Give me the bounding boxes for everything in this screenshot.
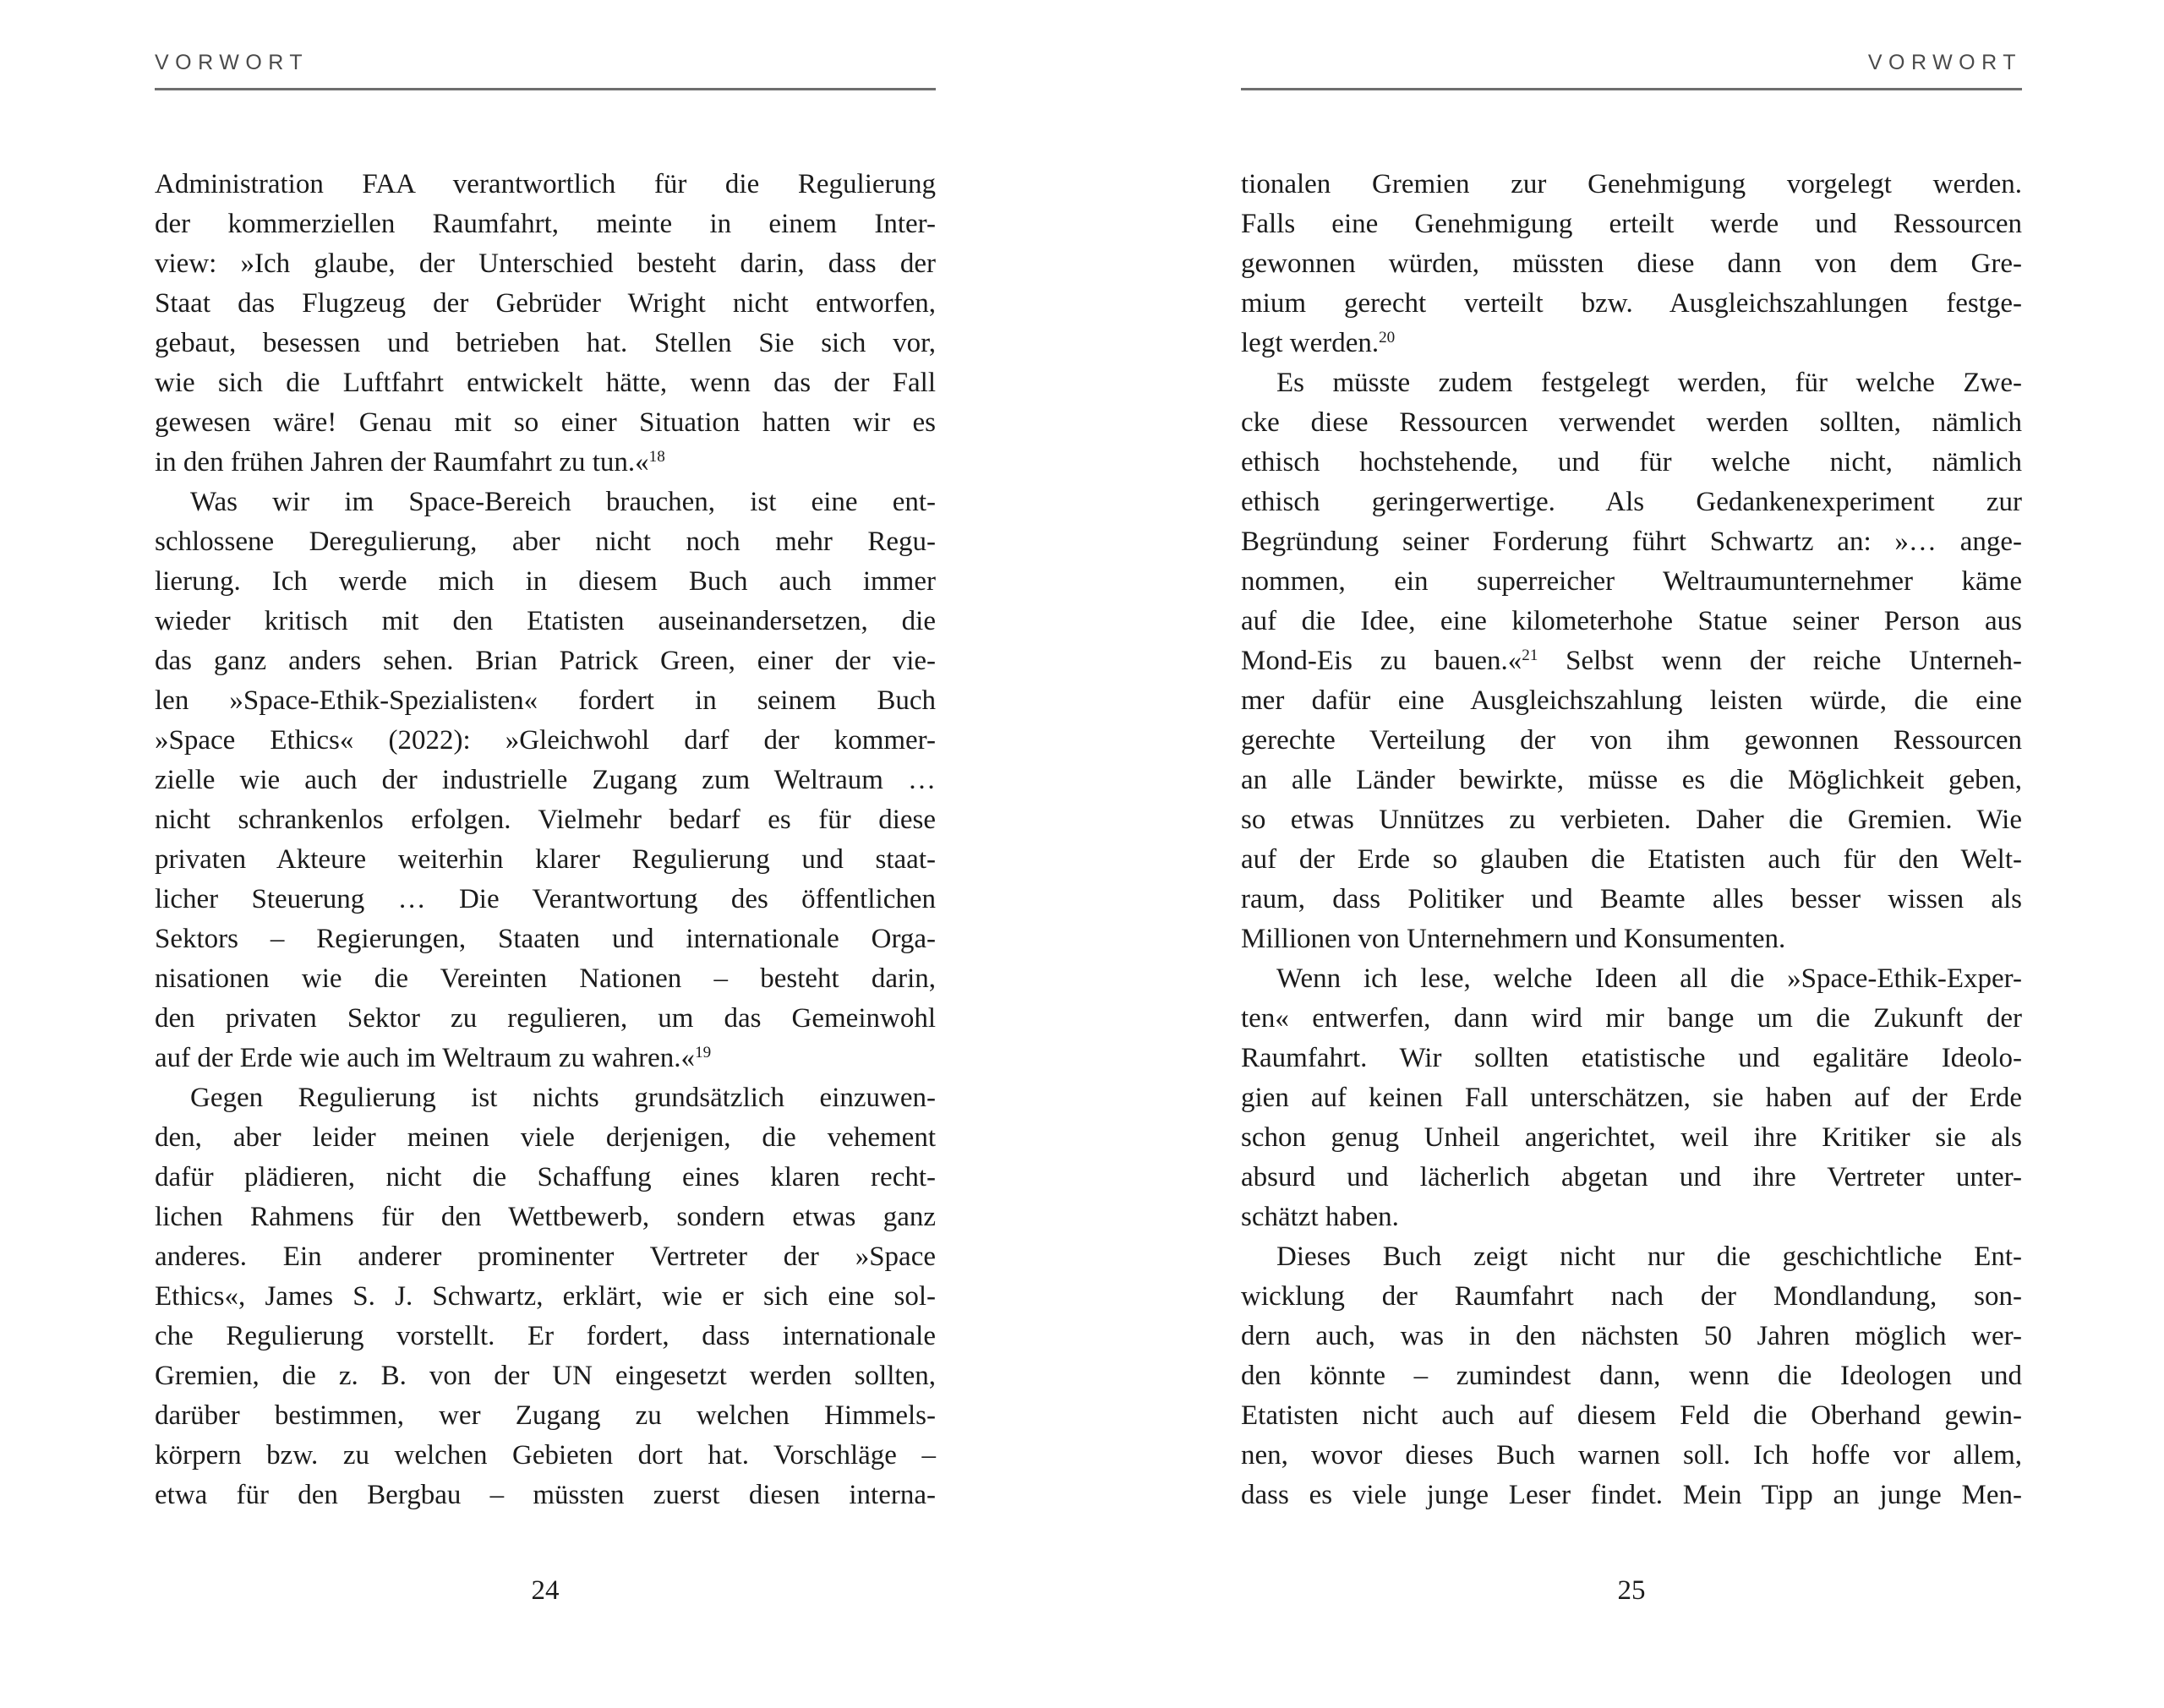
text-line: mium gerecht verteilt bzw. Ausgleichszahlungen festge- [1241,288,2022,319]
text-line: der kommerziellen Raumfahrt, meinte in einem Inter- [155,209,936,239]
text-line: lierung. Ich werde mich in diesem Buch auch immer [155,566,936,597]
text-line: Millionen von Unternehmern und Konsumenten. [1241,924,1786,954]
page-number-left: 24 [531,1575,560,1606]
text-line: gewonnen würden, müssten diese dann von dem Gre- [1241,248,2022,279]
body-text-right [1241,165,2022,1515]
text-line: darüber bestimmen, wer Zugang zu welchen Himmels- [155,1400,936,1431]
text-line: licher Steuerung … Die Verantwortung des öffentlichen [155,884,936,914]
text-line: Raumfahrt. Wir sollten etatistische und egalitäre Ideolo- [1241,1043,2022,1073]
text-line: den privaten Sektor zu regulieren, um das Gemeinwohl [155,1003,936,1034]
text-line: privaten Akteure weiterhin klarer Regulierung und staat- [155,844,936,875]
text-line: an alle Länder bewirkte, müsse es die Möglichkeit geben, [1241,765,2022,795]
text-line: len »Space-Ethik-Spezialisten« fordert in seinem Buch [155,685,936,716]
text-line: das ganz anders sehen. Brian Patrick Green, einer der vie- [155,646,936,676]
page-number-right: 25 [1617,1575,1646,1606]
body-text-left [155,165,936,1515]
text-line: Dieses Buch zeigt nicht nur die geschichtliche Ent- [1276,1241,2022,1272]
text-line: Wenn ich lese, welche Ideen all die »Space-Ethik-Exper- [1276,963,2022,994]
text-line: Gegen Regulierung ist nichts grundsätzlich einzuwen- [190,1083,936,1113]
text-line: etwa für den Bergbau – müssten zuerst diesen interna- [155,1480,936,1510]
text-line: che Regulierung vorstellt. Er fordert, dass internationale [155,1321,936,1351]
text-line: gien auf keinen Fall unterschätzen, sie haben auf der Erde [1241,1083,2022,1113]
running-head-right: VORWORT [1867,51,2022,74]
page-25 [1241,0,2022,1708]
text-line: mer dafür eine Ausgleichszahlung leisten würde, die eine [1241,685,2022,716]
text-line: lichen Rahmens für den Wettbewerb, sondern etwas ganz [155,1202,936,1232]
text-line: Administration FAA verantwortlich für die Regulierung [155,169,936,199]
text-line: Gremien, die z. B. von der UN eingesetzt werden sollten, [155,1361,936,1391]
text-line: ethisch geringerwertige. Als Gedankenexperiment zur [1241,487,2022,517]
text-line: wie sich die Luftfahrt entwickelt hätte, wenn das der Fall [155,368,936,398]
text-line: raum, dass Politiker und Beamte alles besser wissen als [1241,884,2022,914]
text-line: ten« entwerfen, dann wird mir bange um die Zukunft der [1241,1003,2022,1034]
text-line: gerechte Verteilung der von ihm gewonnen Ressourcen [1241,725,2022,756]
text-line: auf die Idee, eine kilometerhohe Statue seiner Person aus [1241,606,2022,636]
text-line: Sektors – Regierungen, Staaten und internationale Orga- [155,924,936,954]
text-line: Es müsste zudem festgelegt werden, für welche Zwe- [1276,368,2022,398]
text-line: absurd und lächerlich abgetan und ihre Vertreter unter- [1241,1162,2022,1192]
text-line: Ethics«, James S. J. Schwartz, erklärt, wie er sich eine sol- [155,1281,936,1312]
text-line: in den frühen Jahren der Raumfahrt zu tun.«$^{18}$ [155,447,665,477]
text-line: nisationen wie die Vereinten Nationen – besteht darin, [155,963,936,994]
text-line: nicht schrankenlos erfolgen. Vielmehr bedarf es für diese [155,805,936,835]
text-line: Falls eine Genehmigung erteilt werde und Ressourcen [1241,209,2022,239]
text-line: schätzt haben. [1241,1202,1399,1232]
text-line: nen, wovor dieses Buch warnen soll. Ich hoffe vor allem, [1241,1440,2022,1471]
page-24 [155,0,936,1708]
text-line: Was wir im Space-Bereich brauchen, ist eine ent- [190,487,936,517]
text-line: körpern bzw. zu welchen Gebieten dort hat. Vorschläge – [155,1440,936,1471]
text-line: nommen, ein superreicher Weltraumunternehmer käme [1241,566,2022,597]
text-line: cke diese Ressourcen verwendet werden sollten, nämlich [1241,407,2022,438]
text-line: »Space Ethics« (2022): »Gleichwohl darf der kommer- [155,725,936,756]
text-line: gebaut, besessen und betrieben hat. Stellen Sie sich vor, [155,328,936,358]
text-line: zielle wie auch der industrielle Zugang zum Weltraum … [155,765,936,795]
text-line: dass es viele junge Leser findet. Mein Tipp an junge Men- [1241,1480,2022,1510]
text-line: dafür plädieren, nicht die Schaffung eines klaren recht- [155,1162,936,1192]
text-line: Staat das Flugzeug der Gebrüder Wright nicht entworfen, [155,288,936,319]
text-line: den könnte – zumindest dann, wenn die Ideologen und [1241,1361,2022,1391]
text-line: so etwas Unnützes zu verbieten. Daher die Gremien. Wie [1241,805,2022,835]
header-rule-left [155,88,936,90]
text-line: tionalen Gremien zur Genehmigung vorgelegt werden. [1241,169,2022,199]
running-head-left: VORWORT [155,51,309,74]
text-line: Mond-Eis zu bauen.«$^{21}$ Selbst wenn der reiche Unterneh- [1241,646,2022,676]
text-line: auf der Erde wie auch im Weltraum zu wahren.«$^{19}$ [155,1043,712,1073]
text-line: auf der Erde so glauben die Etatisten auch für den Welt- [1241,844,2022,875]
text-line: wieder kritisch mit den Etatisten auseinandersetzen, die [155,606,936,636]
text-line: legt werden.$^{20}$ [1241,328,1396,358]
text-line: anderes. Ein anderer prominenter Vertreter der »Space [155,1241,936,1272]
text-line: ethisch hochstehende, und für welche nicht, nämlich [1241,447,2022,477]
text-line: Etatisten nicht auch auf diesem Feld die Oberhand gewin- [1241,1400,2022,1431]
text-line: schlossene Deregulierung, aber nicht noch mehr Regu- [155,527,936,557]
text-line: dern auch, was in den nächsten 50 Jahren möglich wer- [1241,1321,2022,1351]
text-line: den, aber leider meinen viele derjenigen, die vehement [155,1122,936,1153]
text-line: wicklung der Raumfahrt nach der Mondlandung, son- [1241,1281,2022,1312]
text-line: schon genug Unheil angerichtet, weil ihre Kritiker sie als [1241,1122,2022,1153]
header-rule-right [1241,88,2022,90]
text-line: gewesen wäre! Genau mit so einer Situation hatten wir es [155,407,936,438]
text-line: Begründung seiner Forderung führt Schwartz an: »… ange- [1241,527,2022,557]
text-line: view: »Ich glaube, der Unterschied besteht darin, dass der [155,248,936,279]
